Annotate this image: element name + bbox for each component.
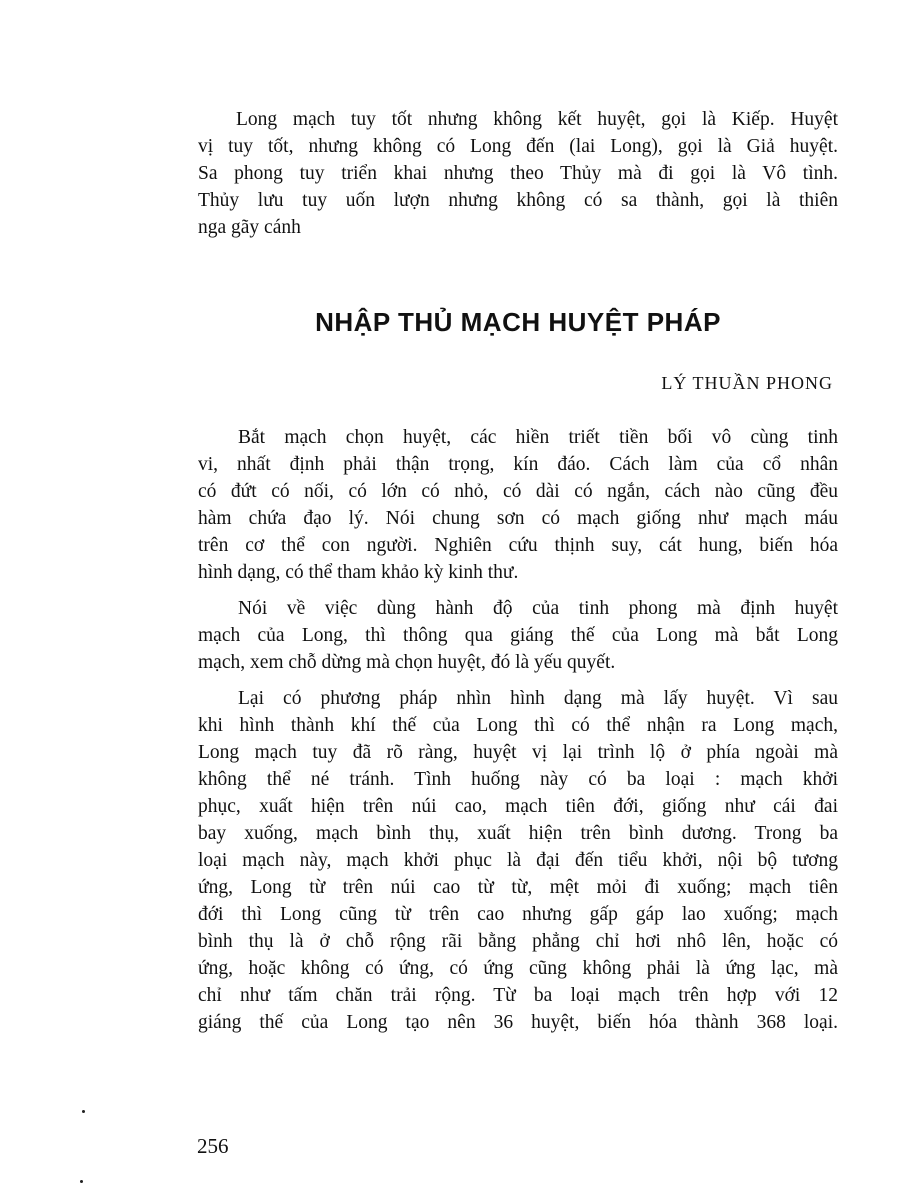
paragraph-line: Nói về việc dùng hành độ của tinh phong mà định huyệt xyxy=(238,598,838,619)
paragraph-line: hình dạng, có thể tham khảo kỳ kinh thư. xyxy=(198,562,519,583)
paragraph-line: ứng, Long từ trên núi cao từ từ, mệt mỏi đi xuống; mạch tiên xyxy=(198,877,838,898)
paragraph-line: giáng thế của Long tạo nên 36 huyệt, biến hóa thành 368 loại. xyxy=(198,1012,838,1033)
paragraph-line: Lại có phương pháp nhìn hình dạng mà lấy huyệt. Vì sau xyxy=(238,688,838,709)
paragraph-line: mạch, xem chỗ dừng mà chọn huyệt, đó là yếu quyết. xyxy=(198,652,616,673)
paragraph-line: ứng, hoặc không có ứng, có ứng cũng không phải là ứng lạc, mà xyxy=(198,958,838,979)
intro-line: Sa phong tuy triển khai nhưng theo Thủy mà đi gọi là Vô tình. xyxy=(198,163,838,184)
paragraph-line: không thể né tránh. Tình huống này có ba loại : mạch khởi xyxy=(198,769,838,790)
paragraph-line: mạch của Long, thì thông qua giáng thế của Long mà bắt Long xyxy=(198,625,838,646)
scan-speck xyxy=(80,1180,83,1183)
paragraph-line: có đứt có nối, có lớn có nhỏ, có dài có ngắn, cách nào cũng đều xyxy=(198,481,838,502)
paragraph-line: bình thụ là ở chỗ rộng rãi bằng phẳng chỉ hơi nhô lên, hoặc có xyxy=(198,931,838,952)
paragraph-line: Bắt mạch chọn huyệt, các hiền triết tiền bối vô cùng tinh xyxy=(238,427,838,448)
paragraph-line: chỉ như tấm chăn trải rộng. Từ ba loại mạch trên hợp với 12 xyxy=(198,985,838,1006)
paragraph-line: vi, nhất định phải thận trọng, kín đáo. Cách làm của cổ nhân xyxy=(198,454,838,475)
section-author: LÝ THUẦN PHONG xyxy=(661,373,833,393)
section-title: NHẬP THỦ MẠCH HUYỆT PHÁP xyxy=(315,307,721,337)
intro-line: vị tuy tốt, nhưng không có Long đến (lai Long), gọi là Giả huyệt. xyxy=(198,136,838,157)
paragraph-line: Long mạch tuy đã rõ ràng, huyệt vị lại trình lộ ở phía ngoài mà xyxy=(198,742,838,763)
paragraph-line: bay xuống, mạch bình thụ, xuất hiện trên bình dương. Trong ba xyxy=(198,823,838,844)
paragraph-line: trên cơ thể con người. Nghiên cứu thịnh suy, cát hung, biến hóa xyxy=(198,535,838,556)
paragraph-line: loại mạch này, mạch khởi phục là đại đến tiểu khởi, nội bộ tương xyxy=(198,850,838,871)
page-number: 256 xyxy=(197,1134,229,1158)
paragraph-line: hàm chứa đạo lý. Nói chung sơn có mạch giống như mạch máu xyxy=(198,508,838,529)
intro-line: Thủy lưu tuy uốn lượn nhưng không có sa thành, gọi là thiên xyxy=(198,190,838,211)
intro-line: nga gãy cánh xyxy=(198,217,301,238)
paragraph-line: phục, xuất hiện trên núi cao, mạch tiên đới, giống như cái đai xyxy=(198,796,838,817)
paragraph-line: khi hình thành khí thế của Long thì có thể nhận ra Long mạch, xyxy=(198,715,838,736)
scan-speck xyxy=(82,1110,85,1113)
intro-line: Long mạch tuy tốt nhưng không kết huyệt, gọi là Kiếp. Huyệt xyxy=(236,109,838,130)
paragraph-line: đới thì Long cũng từ trên cao nhưng gấp gáp lao xuống; mạch xyxy=(198,904,838,925)
